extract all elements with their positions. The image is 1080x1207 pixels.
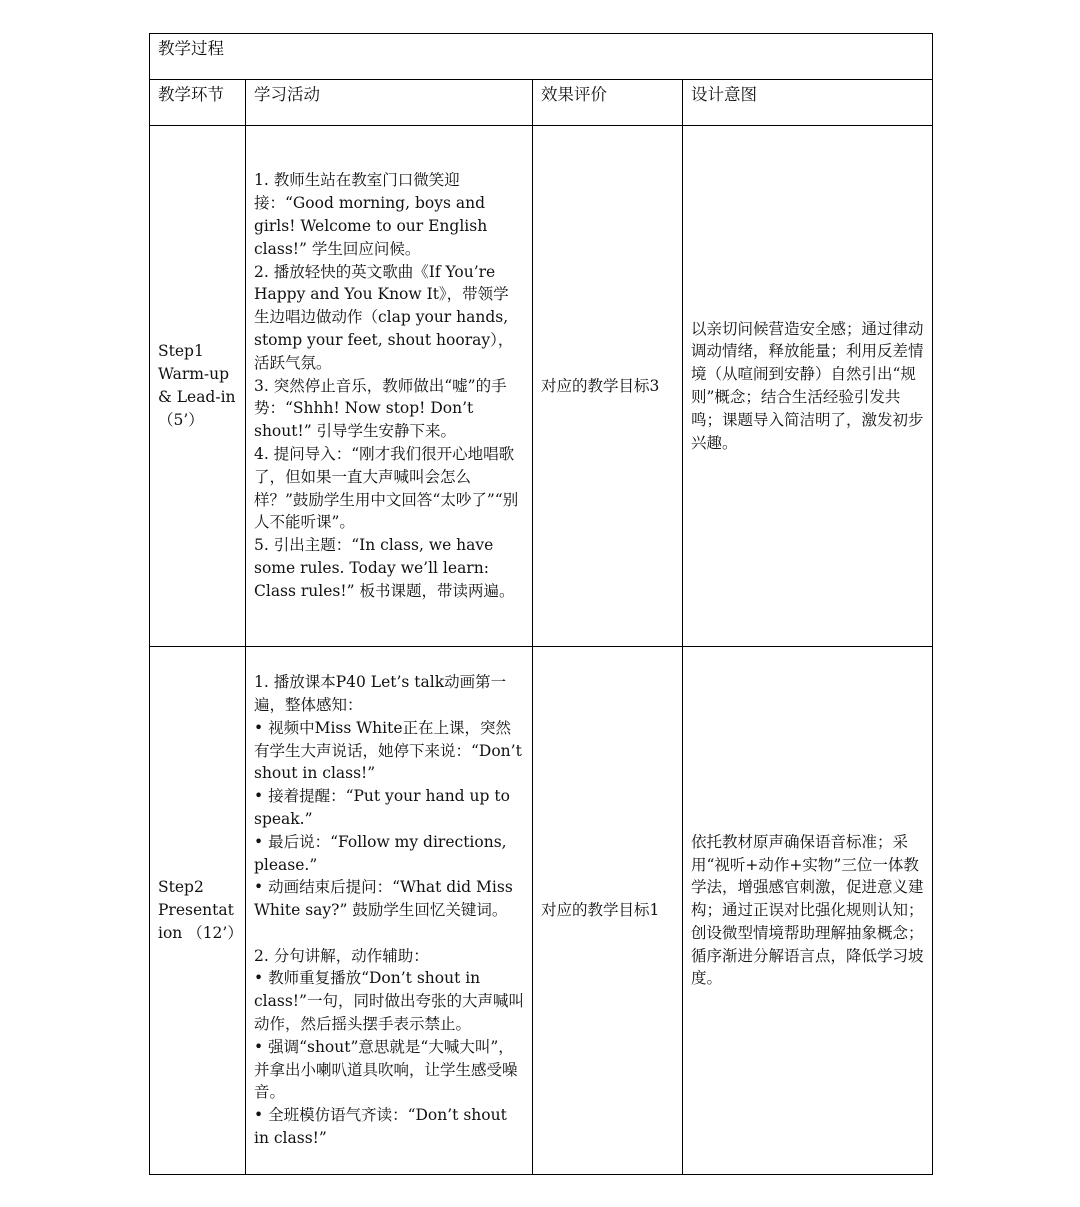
activity-paragraph: 3. 突然停止音乐，教师做出“嘘”的手势：“Shhh! Now stop! Don’t shout!” 引导学生安静下来。	[254, 376, 507, 441]
activity-cell	[246, 647, 533, 1175]
activity-cell	[246, 126, 533, 647]
activity-paragraph: • 强调“shout”意思就是“大喊大叫”，并拿出小喇叭道具吹响，让学生感受噪音。	[254, 1037, 518, 1102]
title-row	[150, 34, 933, 80]
step-cell: Step2 Presentation （12’）	[150, 647, 246, 1175]
activity-paragraph: • 视频中Miss White正在上课，突然有学生大声说话，她停下来说：“Don’t shout in class!”	[254, 718, 522, 783]
activity-paragraph: 4. 提问导入：“刚才我们很开心地唱歌了，但如果一直大声喊叫会怎么样？”鼓励学生用中文回答“太吵了”“别人不能听课”。	[254, 444, 519, 532]
step-cell: Step1 Warm-up & Lead-in （5’）	[150, 126, 246, 647]
intent-cell: 依托教材原声确保语音标准；采用“视听+动作+实物”三位一体教学法，增强感官刺激，促进意义建构；通过正误对比强化规则认知；创设微型情境帮助理解抽象概念；循序渐进分解语言点，降低学习坡度。	[683, 647, 933, 1175]
activity-paragraph: 1. 教师生站在教室门口微笑迎接：“Good morning, boys and girls! Welcome to our English class!” 学生回应问候。	[254, 171, 488, 258]
header-stage: 教学环节	[150, 80, 246, 126]
activity-paragraph: • 全班模仿语气齐读：“Don’t shout in class!”	[254, 1106, 507, 1148]
activity-paragraph: • 接着提醒：“Put your hand up to speak.”	[254, 787, 510, 828]
activity-paragraph: 1. 播放课本P40 Let’s talk动画第一遍，整体感知：	[254, 673, 507, 714]
header-evaluation: 效果评价	[533, 80, 683, 126]
lesson-plan-table	[149, 33, 933, 1175]
activity-paragraph: • 动画结束后提问：“What did Miss White say?” 鼓励学生回忆关键词。	[254, 878, 513, 920]
header-row	[150, 80, 933, 126]
activity-paragraph: • 教师重复播放“Don’t shout in class!”一句，同时做出夸张的大声喊叫动作，然后摇头摆手表示禁止。	[254, 969, 524, 1034]
evaluation-cell: 对应的教学目标1	[533, 647, 683, 1175]
header-activity: 学习活动	[246, 80, 533, 126]
activity-paragraph: 2. 分句讲解，动作辅助：	[254, 946, 429, 965]
activity-paragraph: • 最后说：“Follow my directions, please.”	[254, 832, 507, 874]
activity-paragraph: 5. 引出主题：“In class, we have some rules. Today we’ll learn: Class rules!” 板书课题，带读两遍。	[254, 536, 515, 600]
header-intent: 设计意图	[683, 80, 933, 126]
evaluation-cell: 对应的教学目标3	[533, 126, 683, 647]
table-row	[150, 647, 933, 1175]
table-title: 教学过程	[150, 34, 933, 80]
intent-cell: 以亲切问候营造安全感；通过律动调动情绪，释放能量；利用反差情境（从喧闹到安静）自然引出“规则”概念；结合生活经验引发共鸣；课题导入简洁明了，激发初步兴趣。	[683, 126, 933, 647]
activity-paragraph: 2. 播放轻快的英文歌曲《If You’re Happy and You Know It》，带领学生边唱边做动作（clap your hands, stomp your feet, shout hooray），活跃气氛。	[254, 262, 514, 372]
table-row	[150, 126, 933, 647]
